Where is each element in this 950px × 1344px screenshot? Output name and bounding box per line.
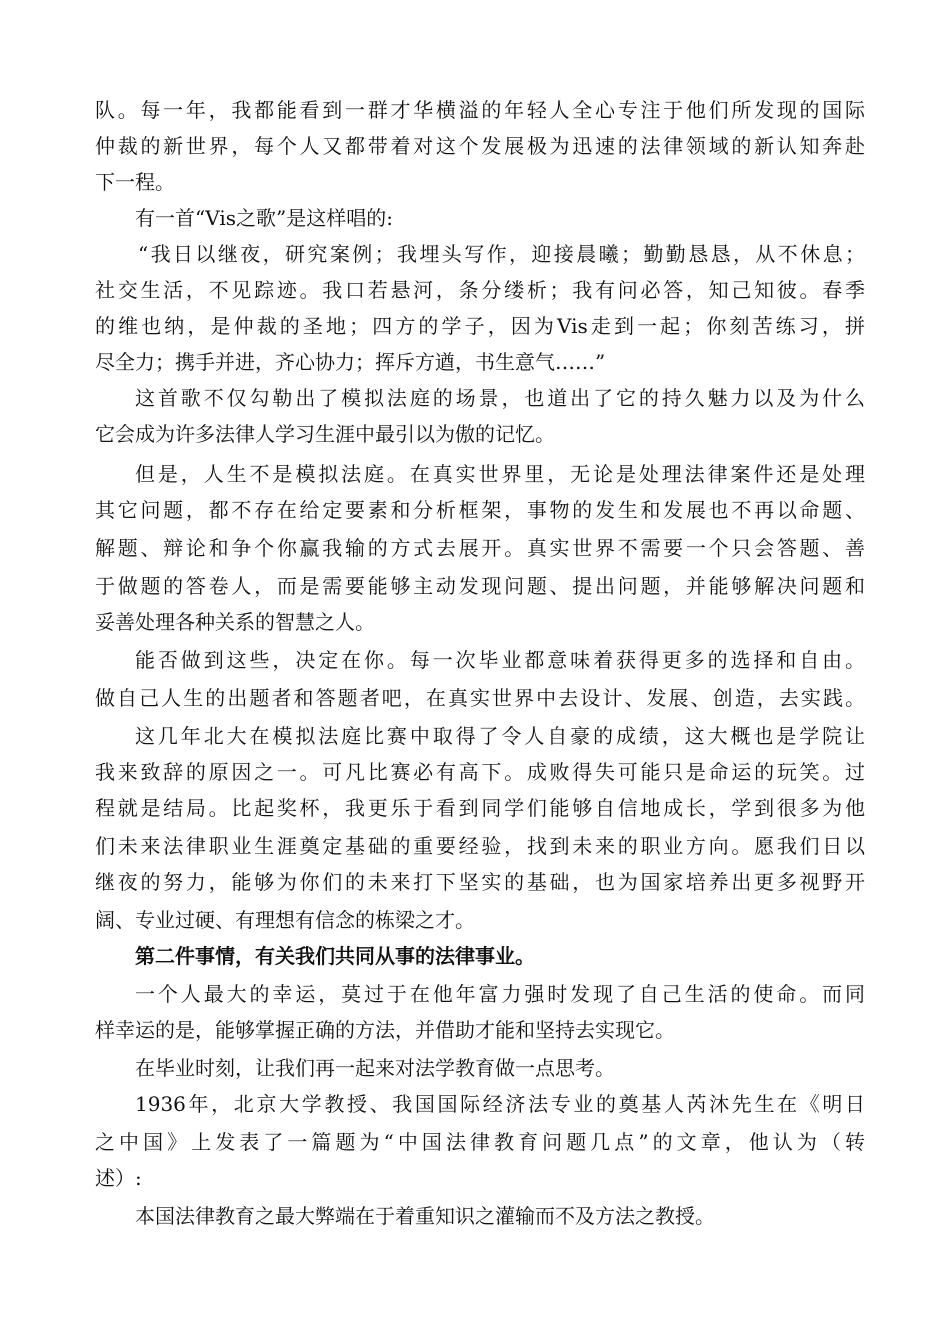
text-line: 继夜的努力，能够为你们的未来打下坚实的基础，也为国家培养出更多视野开 bbox=[95, 870, 865, 894]
text-line: 但是，人生不是模拟法庭。在真实世界里，无论是处理法律案件还是处理 bbox=[135, 462, 865, 486]
text-line: 的维也纳，是仲裁的圣地；四方的学子，因为Vis走到一起；你刻苦练习，拼 bbox=[95, 314, 865, 338]
text-line: 之中国》上发表了一篇题为“中国法律教育问题几点”的文章，他认为（转 bbox=[95, 1130, 865, 1154]
text-line: 述）: bbox=[95, 1166, 142, 1190]
text-line: 们未来法律职业生涯奠定基础的重要经验，找到未来的职业方向。愿我们日以 bbox=[95, 834, 865, 858]
text-line: 1936年，北京大学教授、我国国际经济法专业的奠基人芮沐先生在《明日 bbox=[135, 1092, 865, 1116]
text-line: 程就是结局。比起奖杯，我更乐于看到同学们能够自信地成长，学到很多为他 bbox=[95, 796, 865, 820]
text-line: 这首歌不仅勾勒出了模拟法庭的场景，也道出了它的持久魅力以及为什么 bbox=[135, 386, 865, 410]
section-heading: 第二件事情，有关我们共同从事的法律事业。 bbox=[135, 944, 535, 968]
text-line: 有一首“Vis之歌”是这样唱的: bbox=[135, 206, 393, 230]
text-line: 社交生活，不见踪迹。我口若悬河，条分缕析；我有问必答，知己知彼。春季 bbox=[95, 278, 865, 302]
text-line: 我来致辞的原因之一。可凡比赛必有高下。成败得失可能只是命运的玩笑。过 bbox=[95, 760, 865, 784]
text-line: 做自己人生的出题者和答题者吧，在真实世界中去设计、发展、创造，去实践。 bbox=[95, 686, 865, 710]
text-line: 尽全力；携手并进，齐心协力；挥斥方遒，书生意气……” bbox=[95, 350, 606, 374]
text-line: 这几年北大在模拟法庭比赛中取得了令人自豪的成绩，这大概也是学院让 bbox=[135, 724, 865, 748]
text-line: 它会成为许多法律人学习生涯中最引以为傲的记忆。 bbox=[95, 422, 555, 446]
text-line: “我日以继夜，研究案例；我埋头写作，迎接晨曦；勤勤恳恳，从不休息； bbox=[138, 242, 865, 266]
text-line: 解题、辩论和争个你赢我输的方式去展开。真实世界不需要一个只会答题、善 bbox=[95, 536, 865, 560]
text-line: 其它问题，都不存在给定要素和分析框架，事物的发生和发展也不再以命题、 bbox=[95, 498, 865, 522]
text-line: 阔、专业过硬、有理想有信念的栋梁之才。 bbox=[95, 908, 475, 932]
text-line: 仲裁的新世界，每个人又都带着对这个发展极为迅速的法律领域的新认知奔赴 bbox=[95, 134, 865, 158]
text-line: 样幸运的是，能够掌握正确的方法，并借助才能和坚持去实现它。 bbox=[95, 1018, 675, 1042]
text-line: 于做题的答卷人，而是需要能够主动发现问题、提出问题，并能够解决问题和 bbox=[95, 574, 865, 598]
text-line: 下一程。 bbox=[95, 170, 175, 194]
text-line: 能否做到这些，决定在你。每一次毕业都意味着获得更多的选择和自由。 bbox=[135, 648, 865, 672]
text-line: 本国法律教育之最大弊端在于着重知识之灌输而不及方法之教授。 bbox=[135, 1204, 715, 1228]
text-line: 妥善处理各种关系的智慧之人。 bbox=[95, 610, 375, 634]
text-line: 一个人最大的幸运，莫过于在他年富力强时发现了自己生活的使命。而同 bbox=[135, 982, 865, 1006]
text-line: 队。每一年，我都能看到一群才华横溢的年轻人全心专注于他们所发现的国际 bbox=[95, 98, 865, 122]
text-line: 在毕业时刻，让我们再一起来对法学教育做一点思考。 bbox=[135, 1056, 615, 1080]
